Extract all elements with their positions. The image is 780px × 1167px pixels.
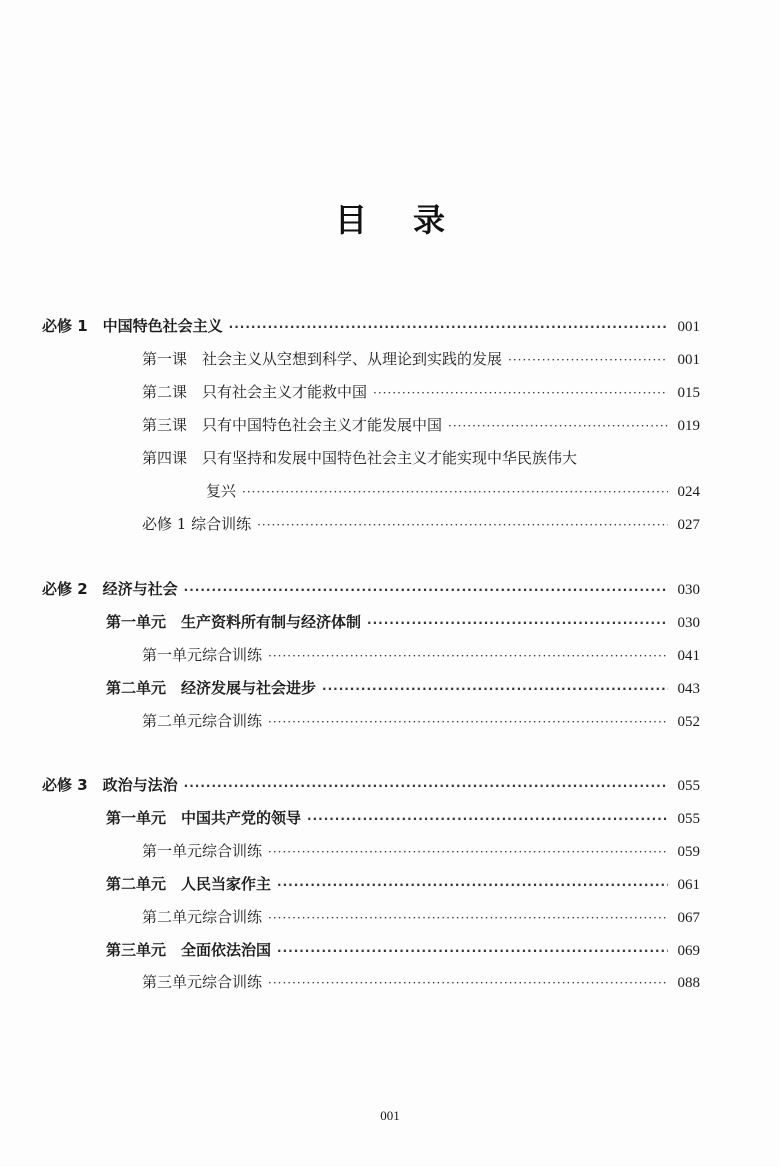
toc-entry[interactable] [142,839,700,863]
toc-page-number: 024 [677,484,700,500]
dot-leader [268,906,668,930]
toc-page-number: 001 [677,352,700,368]
toc-entry-label: 第一课 社会主义从空想到科学、从理论到实践的发展 [142,350,503,368]
dot-leader [508,348,668,372]
toc-page-number: 030 [677,615,700,631]
page-title: 目录 [334,201,491,239]
dot-leader [257,513,668,537]
toc-entry-label: 第二单元综合训练 [142,908,263,926]
toc-page-number: 055 [677,778,700,794]
toc-page-number: 061 [677,877,700,893]
toc-unit-label: 第二单元 人民当家作主 [106,875,272,893]
dot-leader [184,578,668,602]
dot-leader [268,644,668,668]
dot-leader [448,414,668,438]
toc-section-label: 必修 1 中国特色社会主义 [42,317,223,335]
toc-unit-label: 第一单元 中国共产党的领导 [106,809,302,827]
toc-unit[interactable] [106,872,700,896]
toc-entry[interactable] [142,512,700,536]
toc-entry[interactable] [142,347,700,371]
toc-entry-label: 第二单元综合训练 [142,712,263,730]
toc-page-number: 015 [677,385,700,401]
dot-leader [367,611,668,635]
dot-leader [373,381,668,405]
dot-leader [229,315,668,339]
dot-leader [268,710,668,734]
dot-leader [307,807,668,831]
dot-leader [322,677,668,701]
toc-unit-label: 第二单元 经济发展与社会进步 [106,679,317,697]
toc-unit[interactable] [106,806,700,830]
dot-leader [242,480,668,504]
toc-unit[interactable] [106,938,700,962]
toc-entry-label: 必修 1 综合训练 [142,515,252,533]
toc-entry[interactable] [142,905,700,929]
toc-entry[interactable] [142,643,700,667]
toc-unit[interactable] [106,610,700,634]
dot-leader [268,971,668,995]
toc-page-number: 059 [677,844,700,860]
toc-unit[interactable] [106,676,700,700]
toc-page-number: 088 [677,975,700,991]
toc-page-number: 067 [677,910,700,926]
toc-entry[interactable] [142,970,700,994]
toc-entry[interactable] [142,709,700,733]
toc-entry-label: 第三课 只有中国特色社会主义才能发展中国 [142,416,443,434]
toc-page-number: 030 [677,582,700,598]
toc-entry-first-line[interactable]: 第四课 只有坚持和发展中国特色社会主义才能实现中华民族伟大 [142,449,578,467]
toc-entry-label: 第一单元综合训练 [142,842,263,860]
toc-section-2[interactable] [42,577,700,601]
toc-page-number: 041 [677,648,700,664]
toc-entry-label: 第二课 只有社会主义才能救中国 [142,383,368,401]
toc-entry-label: 第三单元综合训练 [142,973,263,991]
dot-leader [277,873,668,897]
toc-page-number: 069 [677,943,700,959]
toc-entry[interactable] [142,380,700,404]
toc-page-number: 019 [677,418,700,434]
toc-section-1[interactable] [42,314,700,338]
toc-section-label: 必修 3 政治与法治 [42,776,178,794]
toc-page-number: 043 [677,681,700,697]
toc-section-label: 必修 2 经济与社会 [42,580,178,598]
toc-page-number: 052 [677,714,700,730]
toc-entry-continuation[interactable] [206,479,700,503]
toc-unit-label: 第一单元 生产资料所有制与经济体制 [106,613,362,631]
dot-leader [268,840,668,864]
toc-section-3[interactable] [42,773,700,797]
toc-page-number: 027 [677,517,700,533]
toc-entry[interactable] [142,413,700,437]
toc-entry-label: 第一单元综合训练 [142,646,263,664]
dot-leader [277,939,668,963]
page-footer-number: 001 [380,1108,400,1123]
toc-unit-label: 第三单元 全面依法治国 [106,941,272,959]
toc-entry-label: 复兴 [206,482,237,500]
toc-page-number: 001 [677,319,700,335]
toc-page-number: 055 [677,811,700,827]
dot-leader [184,774,668,798]
